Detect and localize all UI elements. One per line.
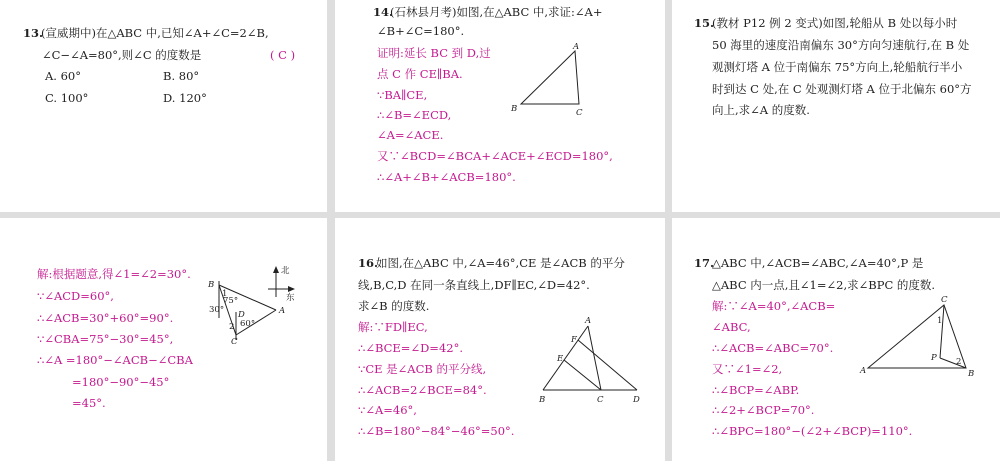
- label-b: B: [539, 395, 546, 405]
- q14-proof-line: ∵BA∥CE,: [377, 88, 428, 102]
- q13-option-b: B. 80°: [163, 69, 200, 83]
- solution-line: ∠ABC,: [712, 320, 751, 334]
- segment-bp: [940, 358, 966, 368]
- solution-line: =45°.: [72, 396, 106, 410]
- q14-line2: ∠B+∠C=180°.: [377, 24, 465, 38]
- east-arrowhead: [288, 286, 295, 292]
- solution-line: ∴∠BPC=180°−(∠2+∠BCP)=110°.: [712, 424, 913, 438]
- label-p: P: [931, 353, 937, 363]
- q13-option-c: C. 100°: [45, 91, 89, 105]
- solution-line: ∵CE 是∠ACB 的平分线,: [358, 362, 487, 376]
- card-q17: [672, 218, 1000, 461]
- triangle-abc: [868, 305, 966, 368]
- q16-line3: 求∠B 的度数.: [358, 299, 430, 313]
- triangle-abc: [521, 51, 579, 104]
- q14-proof-line: 证明:延长 BC 到 D,过: [377, 46, 491, 60]
- label-a: A: [279, 306, 286, 316]
- solution-line: ∵∠CBA=75°−30°=45°,: [37, 332, 174, 346]
- label-2: 2: [956, 357, 962, 367]
- label-d: D: [238, 310, 245, 320]
- q17-line1: △ABC 中,∠ACB=∠ABC,∠A=40°,P 是: [712, 256, 924, 270]
- q14-proof-line: ∴∠B=∠ECD,: [377, 108, 452, 122]
- solution-line: ∴∠ACB=∠ABC=70°.: [712, 341, 834, 355]
- q15-bearing-figure: [0, 218, 327, 461]
- label-2: 2: [229, 322, 235, 332]
- solution-line: ∴∠BCP=∠ABP.: [712, 383, 800, 397]
- q13-option-a: A. 60°: [45, 69, 81, 83]
- segment-fd: [578, 340, 637, 390]
- solution-line: 解:∵FD∥EC,: [358, 320, 428, 334]
- solution-line: ∵∠A=46°,: [358, 403, 417, 417]
- q13-line2: ∠C−∠A=80°,则∠C 的度数是: [42, 48, 202, 62]
- q16-line1: 如图,在△ABC 中,∠A=46°,CE 是∠ACB 的平分: [376, 256, 625, 270]
- q14-line1: (石林县月考)如图,在△ABC 中,求证:∠A+: [390, 5, 603, 19]
- solution-line: ∴∠A =180°−∠ACB−∠CBA: [37, 353, 193, 367]
- label-c: C: [941, 295, 948, 305]
- solution-line: ∴∠BCE=∠D=42°.: [358, 341, 463, 355]
- q14-proof-line: ∴∠A+∠B+∠ACB=180°.: [377, 170, 516, 184]
- label-b: B: [511, 104, 518, 114]
- solution-line: =180°−90°−45°: [72, 375, 170, 389]
- label-a: A: [573, 42, 580, 52]
- q15-line: (教材 P12 例 2 变式)如图,轮船从 B 处以每小时: [712, 16, 958, 30]
- label-1: 1: [937, 316, 943, 326]
- q13-number: 13.: [23, 26, 44, 40]
- label-a: A: [585, 316, 592, 326]
- solution-line: ∴∠ACB=2∠BCE=84°.: [358, 383, 487, 397]
- label-b: B: [208, 280, 215, 290]
- q17-triangle-figure: [672, 218, 1000, 461]
- q14-proof-line: ∠A=∠ACE.: [377, 128, 444, 142]
- q14-number: 14.: [373, 5, 394, 19]
- segment-ba: [543, 326, 588, 390]
- card-q15: [672, 0, 1000, 212]
- q14-proof-line: 又∵∠BCD=∠BCA+∠ACE+∠ECD=180°,: [377, 149, 613, 163]
- card-q13: [0, 0, 327, 212]
- solution-line: 解:根据题意,得∠1=∠2=30°.: [37, 267, 191, 281]
- solution-line: 解:∵∠A=40°,∠ACB=: [712, 299, 836, 313]
- solution-line: ∴∠2+∠BCP=70°.: [712, 403, 815, 417]
- q13-option-d: D. 120°: [163, 91, 207, 105]
- label-b: B: [968, 369, 975, 379]
- solution-line: ∵∠ACD=60°,: [37, 289, 114, 303]
- label-c: C: [576, 108, 583, 118]
- label-1: 1: [222, 289, 228, 299]
- q14-triangle-figure: [335, 0, 665, 212]
- segment-cp: [940, 305, 944, 358]
- q16-line2: 线,B,C,D 在同一条直线上,DF∥EC,∠D=42°.: [358, 278, 590, 292]
- q13-answer: ( C ): [270, 48, 296, 62]
- q13-line1: (宣威期中)在△ABC 中,已知∠A+∠C=2∠B,: [41, 26, 269, 40]
- label-a: A: [860, 366, 867, 376]
- solution-line: 又∵∠1=∠2,: [712, 362, 783, 376]
- north-label: 北: [281, 266, 290, 276]
- solution-line: ∴∠ACB=30°+60°=90°.: [37, 311, 174, 325]
- label-c: C: [231, 337, 238, 347]
- q15-line: 50 海里的速度沿南偏东 30°方向匀速航行,在 B 处: [712, 38, 970, 52]
- label-60: 60°: [240, 319, 256, 329]
- q17-number: 17.: [694, 256, 715, 270]
- label-c: C: [597, 395, 604, 405]
- label-30: 30°: [209, 305, 225, 315]
- q15-line: 向上,求∠A 的度数.: [712, 103, 810, 117]
- card-q16: [335, 218, 665, 461]
- card-q14: [335, 0, 665, 212]
- label-75: 75°: [223, 296, 239, 306]
- east-label: 东: [286, 293, 295, 303]
- north-arrowhead: [273, 266, 279, 273]
- q17-line2: △ABC 内一点,且∠1=∠2,求∠BPC 的度数.: [712, 278, 936, 292]
- q16-triangle-figure: [335, 218, 665, 461]
- q14-proof-line: 点 C 作 CE∥BA.: [377, 67, 463, 81]
- q16-number: 16.: [358, 256, 379, 270]
- label-f: F: [571, 335, 577, 345]
- q15-number: 15.: [694, 16, 715, 30]
- solution-line: ∴∠B=180°−84°−46°=50°.: [358, 424, 515, 438]
- q15-line: 时到达 C 处,在 C 处观测灯塔 A 位于北偏东 60°方: [712, 82, 972, 96]
- label-e: E: [557, 354, 564, 364]
- q15-line: 观测灯塔 A 位于南偏东 75°方向上,轮船航行半小: [712, 60, 963, 74]
- card-q15-solution: [0, 218, 327, 461]
- label-d: D: [633, 395, 640, 405]
